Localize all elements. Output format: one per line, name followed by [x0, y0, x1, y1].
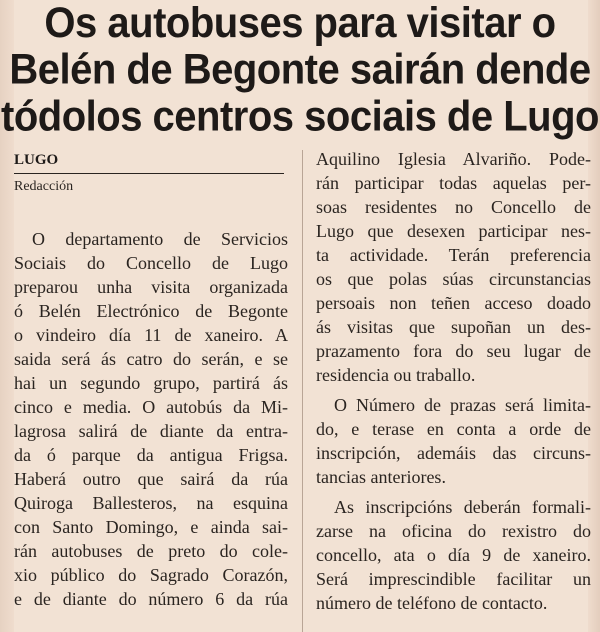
text-line: o vindeiro día 11 de xaneiro. A: [14, 325, 288, 345]
article-column-left: [14, 227, 288, 611]
paragraph: [316, 393, 591, 489]
text-line: Sociais do Concello de Lugo: [14, 253, 288, 273]
text-line: residencia ou traballo.: [316, 365, 476, 385]
text-line: Será imprescindible facilitar un: [316, 569, 591, 589]
text-line: ta actividade. Terán preferencia: [316, 245, 591, 265]
text-line: saida será ás catro do serán, e se: [14, 349, 288, 369]
text-line: do, e terase en conta a orde de: [316, 419, 591, 439]
text-line: con Santo Domingo, e ainda sai-: [14, 517, 288, 537]
text-line: número de teléfono de contacto.: [316, 593, 548, 613]
text-line: e de diante do número 6 da rúa: [14, 589, 288, 609]
paragraph: [316, 495, 591, 615]
text-line: Haberá outro que sairá da rúa: [14, 469, 288, 489]
headline-line: tódolos centros sociais de Lugo: [1, 93, 599, 140]
section-label: LUGO: [14, 152, 59, 168]
text-line: prazamento fora do seu lugar de: [316, 341, 591, 361]
text-line: persoais non teñen acceso doado: [316, 293, 591, 313]
paragraph: [14, 227, 288, 611]
headline-line: Os autobuses para visitar o: [44, 0, 556, 47]
text-line: concello, ata o día 9 de xaneiro.: [316, 545, 591, 565]
text-line: Aquilino Iglesia Alvariño. Pode-: [316, 149, 591, 169]
text-line: O departamento de Servicios: [32, 229, 288, 249]
text-line: os que polas súas circunstancias: [316, 269, 591, 289]
text-line: tancias anteriores.: [316, 467, 446, 487]
text-line: inscripción, ademáis das circuns-: [316, 443, 591, 463]
text-line: Quiroga Ballesteros, na esquina: [14, 493, 288, 513]
headline: [0, 0, 600, 140]
text-line: cinco e media. O autobús da Mi-: [14, 397, 288, 417]
text-line: hai un segundo grupo, partirá ás: [14, 373, 288, 393]
text-line: da ó parque da antigua Frigsa.: [14, 445, 288, 465]
text-line: soas residentes no Concello de: [316, 197, 591, 217]
text-line: As inscripcións deberán formali-: [334, 497, 591, 517]
text-line: rán autobuses de preto do cole-: [14, 541, 288, 561]
text-line: ás visitas que supoñan un des-: [316, 317, 591, 337]
paragraph: [316, 147, 591, 387]
section-rule: [14, 173, 284, 174]
text-line: rán participar todas aquelas per-: [316, 173, 591, 193]
text-line: xio público do Sagrado Corazón,: [14, 565, 288, 585]
text-line: zarse na oficina do rexistro do: [316, 521, 591, 541]
text-line: O Número de prazas será limita-: [334, 395, 591, 415]
byline: Redacción: [14, 179, 74, 194]
headline-line: Belén de Begonte sairán dende: [9, 46, 591, 94]
text-line: preparou unha visita organizada: [14, 277, 288, 297]
text-line: Lugo que desexen participar nes-: [316, 221, 591, 241]
column-divider: [302, 150, 303, 632]
text-line: ó Belén Electrónico de Begonte: [14, 301, 288, 321]
text-line: lagrosa salirá de diante da entra-: [14, 421, 288, 441]
article-column-right: [316, 147, 591, 615]
